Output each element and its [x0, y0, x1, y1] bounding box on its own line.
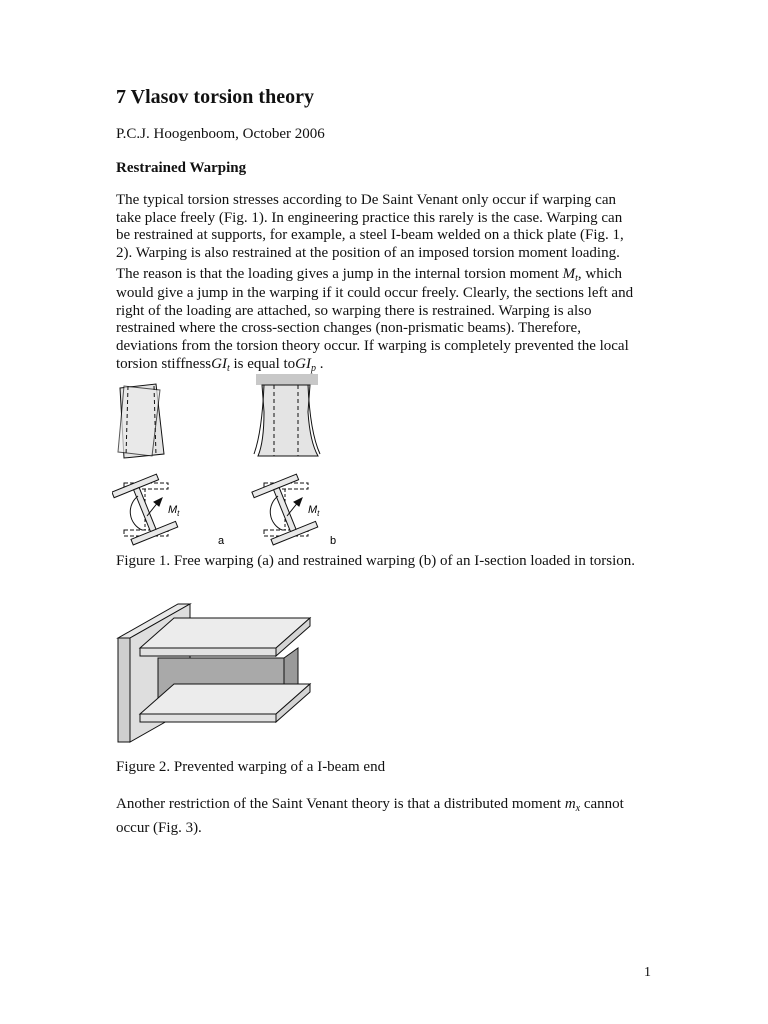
figure-1 [112, 372, 372, 550]
math-symbol-GIt [211, 356, 230, 372]
text-fragment: , which [577, 265, 623, 282]
math-symbol: GI [211, 355, 227, 372]
restrained-warping-beam [254, 374, 320, 456]
text-fragment: occur (Fig. 3). [116, 820, 202, 836]
math-symbol-Mt [563, 266, 578, 282]
math-symbol: GI [295, 355, 311, 372]
author-line: P.C.J. Hoogenboom, October 2006 [116, 126, 325, 142]
text-line: be restrained at supports, for example, a steel I-beam welded on a thick plate (Fig. 1, [116, 227, 624, 244]
math-subscript: p [311, 362, 316, 374]
figure-1-caption: Figure 1. Free warping (a) and restrained warping (b) of an I-section loaded in torsion. [116, 553, 636, 569]
math-symbol: m [564, 796, 576, 812]
math-symbol-mx [565, 796, 580, 812]
bottom-flange-front [140, 714, 276, 722]
support-plate [256, 374, 318, 385]
math-symbol-GIp [295, 356, 316, 372]
text-line [116, 263, 656, 285]
page-number: 1 [644, 965, 651, 980]
figure-2 [114, 600, 320, 746]
moment-symbol-a: $M_t$ [168, 504, 180, 518]
text-line: would give a jump in the warping if it could occur freely. Clearly, the sections left and [116, 284, 634, 301]
text-line: restrained where the cross-section changes (non-prismatic beams). Therefore, [116, 320, 581, 337]
section-heading: Restrained Warping [116, 160, 247, 176]
text-line: The typical torsion stresses according to De Saint Venant only occur if warping can [116, 192, 617, 208]
text-fragment: is equal to [229, 355, 296, 372]
text-line: deviations from the torsion theory occur. If warping is completely prevented the local [116, 337, 629, 354]
top-flange-front [140, 648, 276, 656]
text-fragment: The reason is that the loading gives a jump in the internal torsion moment [116, 265, 559, 282]
text-line: take place freely (Fig. 1). In engineering practice this rarely is the case. Warping can [116, 209, 623, 226]
text-fragment: Another restriction of the Saint Venant theory is that a distributed moment [116, 796, 562, 812]
text-fragment: torsion stiffness [116, 355, 212, 372]
math-subscript: x [575, 803, 581, 814]
text-line [116, 356, 656, 374]
text-line: right of the loading are attached, so warping there is restrained. Warping is also [116, 302, 592, 319]
end-plate-side [118, 638, 130, 742]
paragraph-distributed-moment [116, 792, 676, 840]
chapter-title: 7 Vlasov torsion theory [116, 86, 314, 108]
math-symbol: M [562, 265, 576, 282]
figure-1-label-a: a [218, 535, 225, 547]
text-fragment: . [316, 355, 324, 372]
moment-symbol-b: $M_t$ [308, 504, 320, 518]
text-fragment: cannot [583, 796, 624, 812]
free-warping-beam [118, 384, 164, 458]
math-subscript: t [575, 272, 578, 284]
figure-1-label-b: b [330, 535, 337, 547]
text-line: 2). Warping is also restrained at the position of an imposed torsion moment loading. [116, 245, 620, 262]
math-subscript: t [226, 362, 230, 374]
figure-2-caption: Figure 2. Prevented warping of a I-beam end [116, 759, 386, 775]
paragraph-restrained-warping [116, 192, 656, 373]
